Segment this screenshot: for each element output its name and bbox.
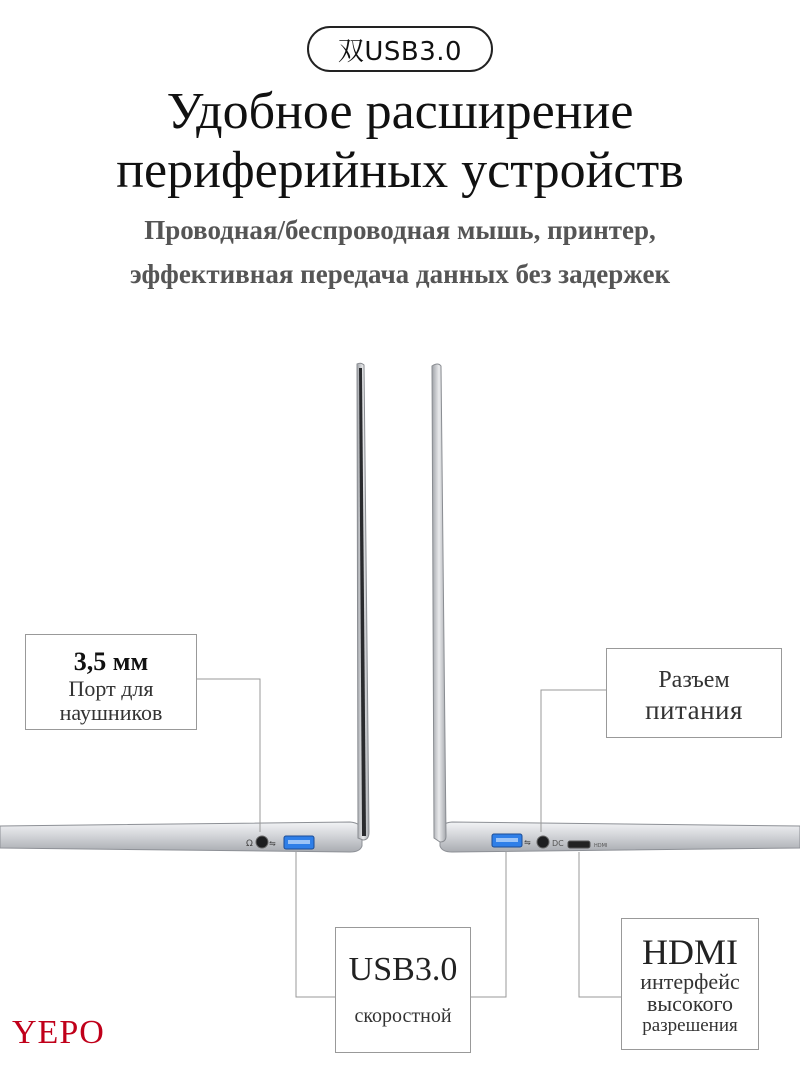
headphone-label-line-1: Порт для	[68, 676, 154, 701]
hdmi-label-line-3: разрешения	[642, 1015, 738, 1036]
power-label-line-2: питания	[645, 695, 743, 725]
subheadline-line-2: эффективная передача данных без задержек	[129, 259, 671, 289]
hdmi-callout-title: HDMI	[642, 932, 738, 972]
usb-badge: 双USB3.0	[307, 26, 493, 72]
usb-callout	[335, 927, 471, 1053]
svg-text:⇋: ⇋	[524, 838, 531, 847]
power-callout	[606, 648, 782, 738]
hdmi-port	[568, 841, 607, 849]
headphone-size: 3,5 мм	[73, 647, 149, 676]
power-label-line-1: Разъем	[658, 667, 730, 693]
left-laptop	[0, 363, 369, 852]
headphone-callout	[25, 634, 197, 730]
hdmi-label-line-2: высокого	[647, 991, 733, 1016]
usb-callout-subtitle: скоростной	[354, 1005, 452, 1027]
headphone-label-line-2: наушников	[59, 700, 163, 725]
hdmi-label-line-1: интерфейс	[640, 969, 740, 994]
right-laptop	[432, 364, 800, 852]
svg-text:DC: DC	[552, 839, 564, 848]
svg-text:Ω: Ω	[246, 839, 253, 849]
usb-callout-title: USB3.0	[348, 951, 458, 988]
brand-logo: YEPO	[12, 1014, 105, 1051]
svg-text:⇋: ⇋	[269, 839, 276, 848]
hdmi-port-label: HDMI	[594, 843, 608, 849]
subheadline-line-1: Проводная/беспроводная мышь, принтер,	[144, 215, 656, 245]
hdmi-callout	[621, 918, 759, 1050]
headline-line-2: периферийных устройств	[116, 142, 684, 199]
headline-line-1: Удобное расширение	[166, 83, 634, 140]
